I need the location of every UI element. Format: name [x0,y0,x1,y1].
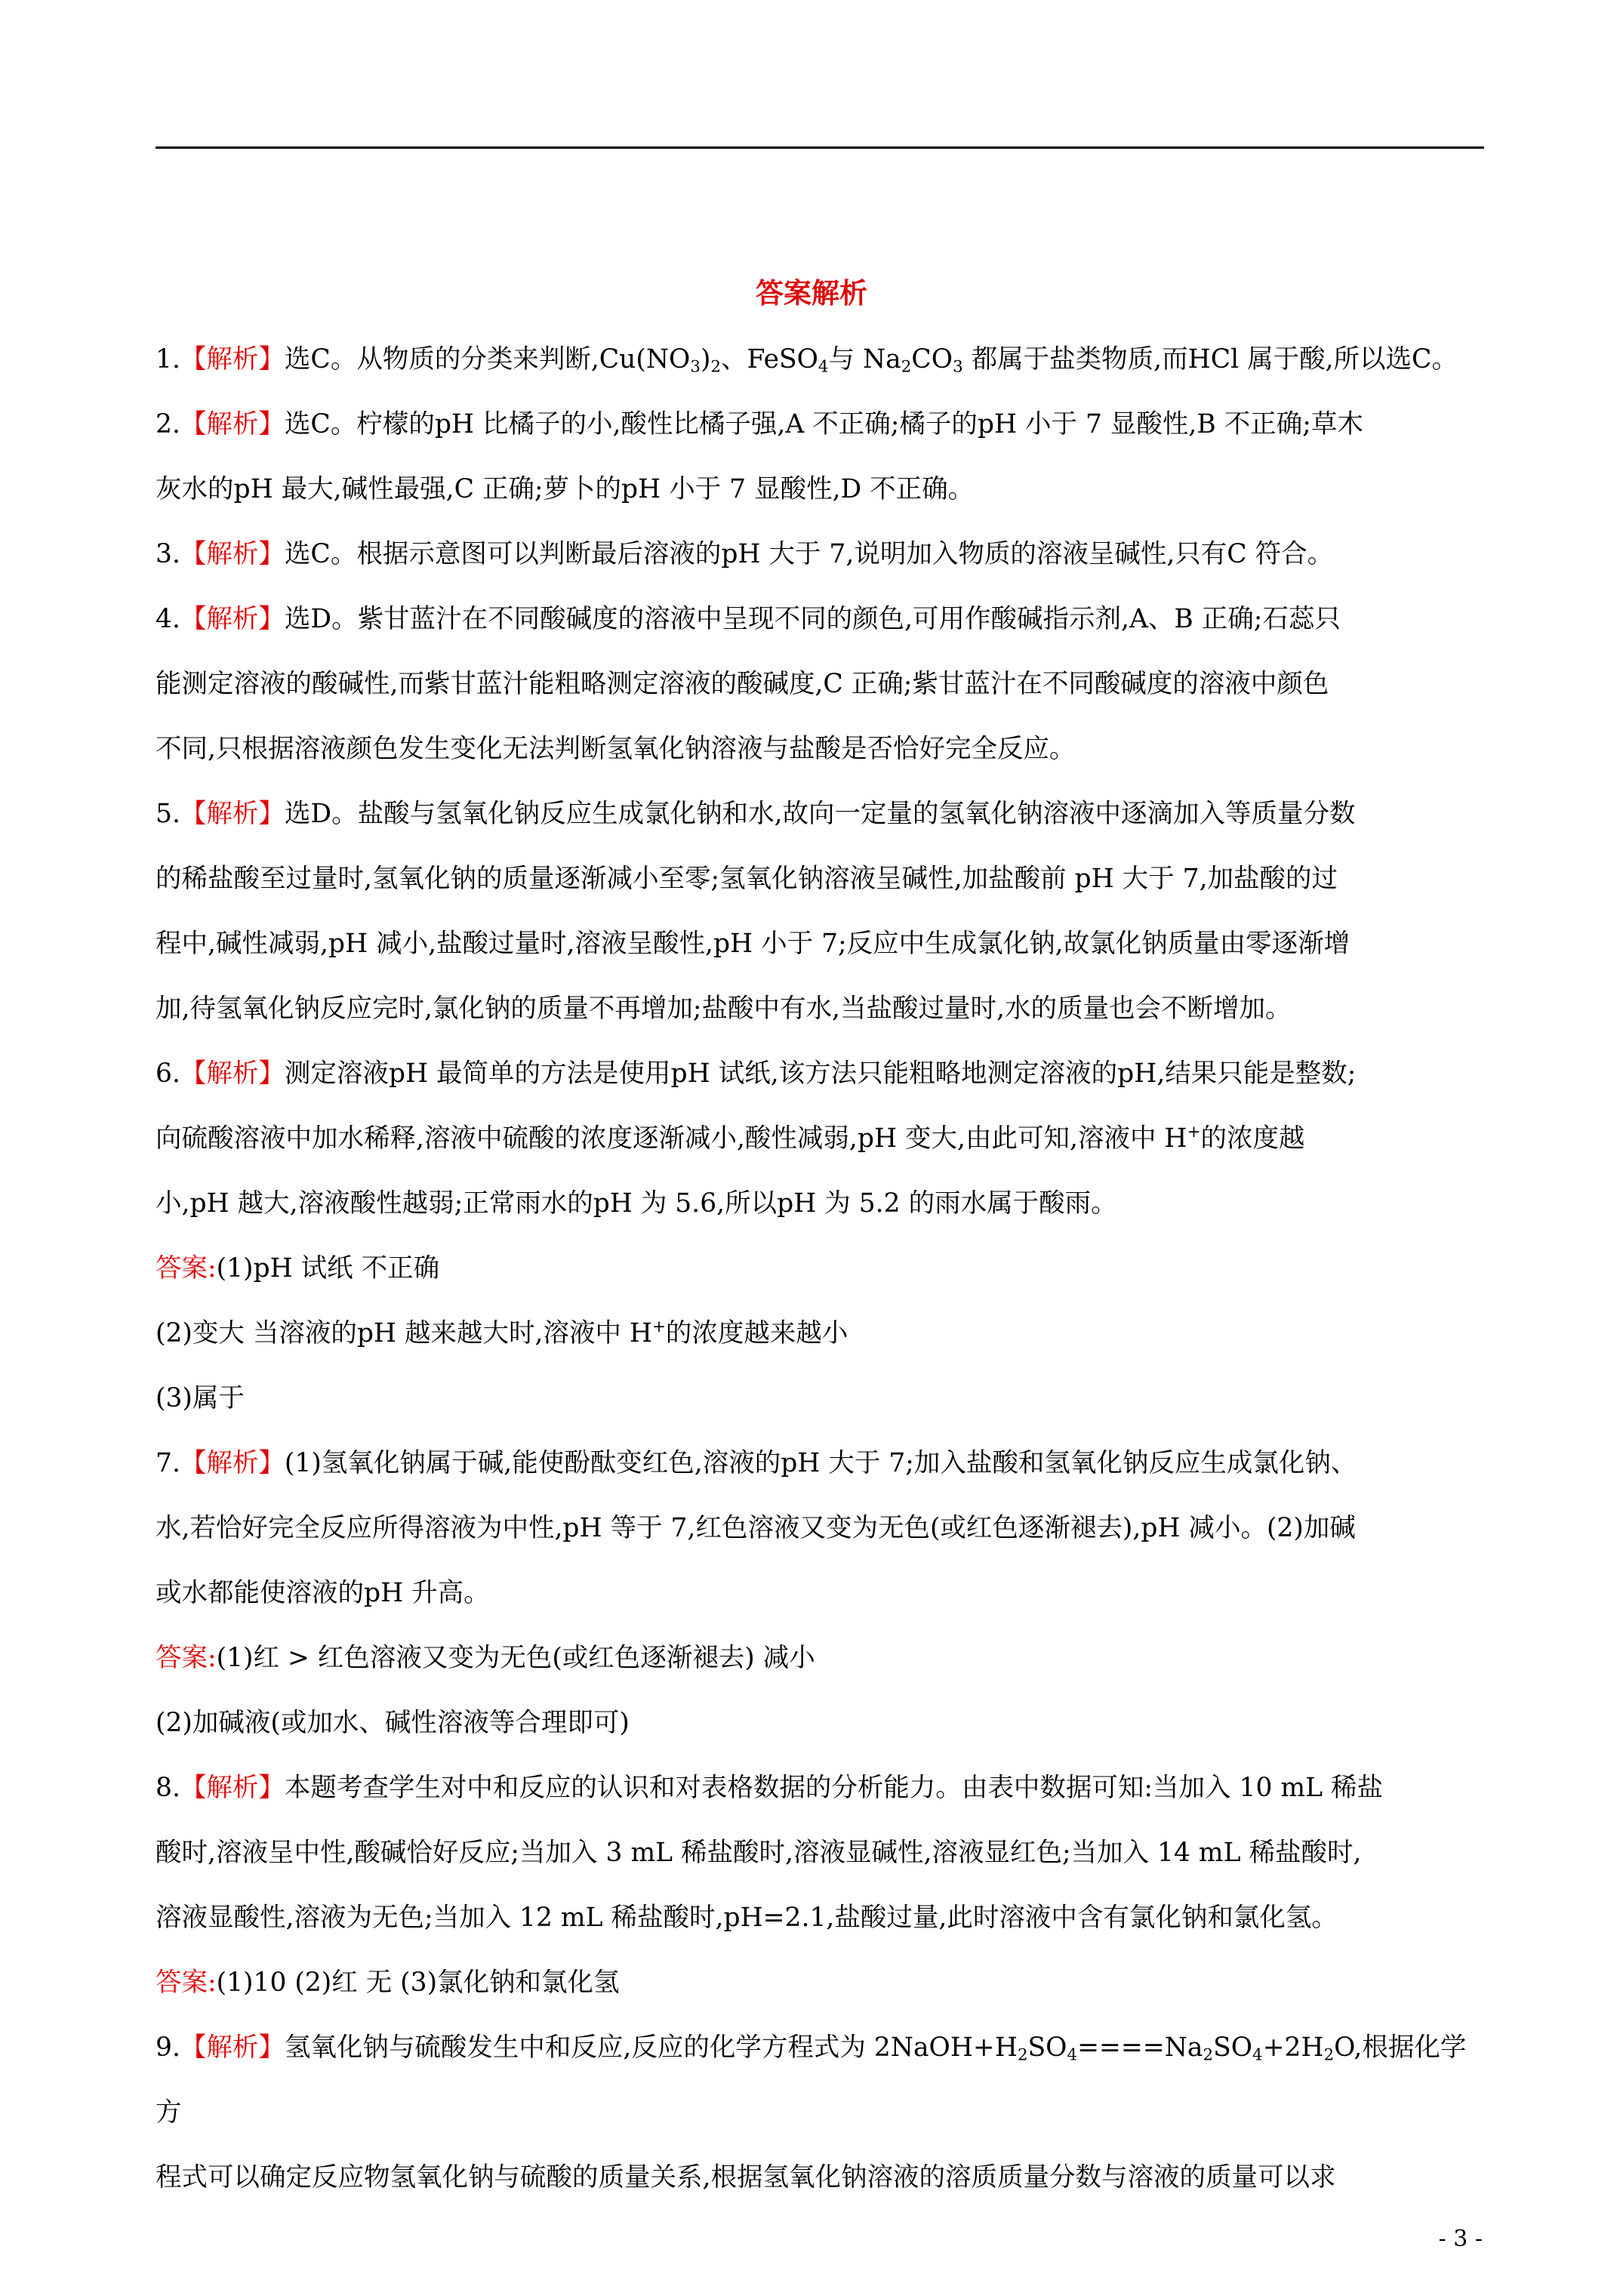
text-run: SO [1027,2032,1067,2063]
text-run: + [652,1318,666,1337]
header-rule [156,146,1484,149]
text-run: (2)变大 当溶液的pH 越来越大时,溶液中 H [156,1318,652,1348]
text-run: 4 [818,357,829,377]
text-run: 程式可以确定反应物氢氧化钠与硫酸的质量关系,根据氢氧化钠溶液的溶质质量分数与溶液的质量可以求 [156,2162,1336,2193]
page-number: - 3 - [1438,2226,1483,2252]
answer-item [156,2015,1484,2210]
label-highlight: 【解析】 [180,344,285,374]
text-run: 选D。盐酸与氢氧化钠反应生成氯化钠和水,故向一定量的氢氧化钠溶液中逐滴加入等质量分数 [284,799,1356,829]
text-run: CO [911,344,953,374]
label-highlight: 【解析】 [180,799,285,829]
label-highlight: 【解析】 [180,2032,285,2063]
label-highlight: 【解析】 [180,604,285,634]
text-run: 溶液显酸性,溶液为无色;当加入 12 mL 稀盐酸时,pH=2.1,盐酸过量,此时溶液中含有氯化钠和氯化氢。 [156,1903,1338,1933]
text-run: 酸时,溶液呈中性,酸碱恰好反应;当加入 3 mL 稀盐酸时,溶液显碱性,溶液显红色;当加入 14 mL 稀盐酸时, [156,1838,1362,1868]
item-number: 4. [156,604,180,634]
text-run: 2 [901,357,912,377]
text-run: 测定溶液pH 最简单的方法是使用pH 试纸,该方法只能粗略地测定溶液的pH,结果只能是整数; [284,1059,1357,1089]
text-run: 与 Na [828,344,901,374]
text-run: (1)10 (2)红 无 (3)氯化钠和氯化氢 [216,1968,620,1998]
item-number: 2. [156,409,180,439]
text-run: ====Na [1077,2032,1203,2063]
text-run: 或水都能使溶液的pH 升高。 [156,1578,490,1608]
text-run: 2 [1017,2045,1028,2065]
answer-item [156,1626,1484,1690]
answer-item [156,1690,1484,1755]
text-run: 本题考查学生对中和反应的认识和对表格数据的分析能力。由表中数据可知:当加入 10 mL 稀盐 [284,1773,1383,1803]
item-number: 5. [156,799,180,829]
item-number: 8. [156,1773,180,1803]
text-run: 都属于盐类物质,而HCl 属于酸,所以选C。 [962,344,1458,374]
text-run: 2 [710,357,722,377]
text-run: 选C。根据示意图可以判断最后溶液的pH 大于 7,说明加入物质的溶液呈碱性,只有C 符合。 [284,539,1334,569]
text-run: 小,pH 越大,溶液酸性越弱;正常雨水的pH 为 5.6,所以pH 为 5.2 的雨水属于酸雨。 [156,1188,1117,1219]
answer-item [156,1366,1484,1431]
text-run: (1)红 > 红色溶液又变为无色(或红色逐渐褪去) 减小 [216,1643,815,1673]
item-number: 7. [156,1448,180,1478]
text-run: 不同,只根据溶液颜色发生变化无法判断氢氧化钠溶液与盐酸是否恰好完全反应。 [156,734,1076,764]
label-highlight: 答案: [156,1253,217,1284]
page-title: 答案解析 [756,276,867,310]
text-run: 氢氧化钠与硫酸发生中和反应,反应的化学方程式为 2NaOH+H [284,2032,1018,2063]
text-run: (3)属于 [156,1383,245,1413]
answer-item [156,522,1484,587]
text-run: (2)加碱液(或加水、碱性溶液等合理即可) [156,1708,630,1738]
text-run: (1)氢氧化钠属于碱,能使酚酞变红色,溶液的pH 大于 7;加入盐酸和氢氧化钠反应生成氯化钠、 [284,1448,1357,1478]
item-number: 1. [156,344,180,374]
text-run: 向硫酸溶液中加水稀释,溶液中硫酸的浓度逐渐减小,酸性减弱,pH 变大,由此可知,溶液中 H [156,1123,1187,1154]
label-highlight: 答案: [156,1968,217,1998]
text-run: + [1187,1123,1201,1142]
answer-item [156,1431,1484,1626]
text-run: (1)pH 试纸 不正确 [216,1253,440,1284]
text-run: 2 [1323,2045,1335,2065]
label-highlight: 答案: [156,1643,217,1673]
label-highlight: 【解析】 [180,1059,285,1089]
text-run: 4 [1067,2045,1078,2065]
text-run: 3 [953,357,963,377]
text-run: +2H [1262,2032,1324,2063]
text-run: 选C。柠檬的pH 比橘子的小,酸性比橘子强,A 不正确;橘子的pH 小于 7 显酸性,B 不正确;草木 [284,409,1363,439]
label-highlight: 【解析】 [180,1773,285,1803]
item-number: 3. [156,539,180,569]
answer-item [156,1236,1484,1301]
item-number: 6. [156,1059,180,1089]
answer-item [156,1950,1484,2015]
text-run: 选D。紫甘蓝汁在不同酸碱度的溶液中呈现不同的颜色,可用作酸碱指示剂,A、B 正确;石蕊只 [284,604,1341,634]
answer-item [156,392,1484,522]
text-run: 加,待氢氧化钠反应完时,氯化钠的质量不再增加;盐酸中有水,当盐酸过量时,水的质量也会不断增加。 [156,994,1292,1024]
item-number: 9. [156,2032,180,2063]
answer-item [156,1041,1484,1236]
answer-item [156,781,1484,1041]
answer-item [156,1301,1484,1366]
text-run: 2 [1203,2045,1214,2065]
text-run: O,根据化学方 [156,2032,1467,2128]
answer-content [156,327,1484,2210]
text-run: ) [700,344,711,374]
text-run: 选C。从物质的分类来判断,Cu(NO [284,344,691,374]
label-highlight: 【解析】 [180,539,285,569]
text-run: 的稀盐酸至过量时,氢氧化钠的质量逐渐减小至零;氢氧化钠溶液呈碱性,加盐酸前 pH 大于 7,加盐酸的过 [156,864,1338,894]
text-run: 的浓度越 [1200,1123,1305,1154]
text-run: SO [1213,2032,1252,2063]
label-highlight: 【解析】 [180,409,285,439]
answer-item [156,587,1484,781]
text-run: 、FeSO [721,344,818,374]
answer-item [156,327,1484,392]
text-run: 的浓度越来越小 [665,1318,848,1348]
text-run: 3 [690,357,701,377]
text-run: 灰水的pH 最大,碱性最强,C 正确;萝卜的pH 小于 7 显酸性,D 不正确。 [156,474,975,504]
label-highlight: 【解析】 [180,1448,285,1478]
text-run: 水,若恰好完全反应所得溶液为中性,pH 等于 7,红色溶液又变为无色(或红色逐渐褪去),pH 减小。(2)加碱 [156,1513,1356,1543]
answer-item [156,1755,1484,1950]
text-run: 4 [1252,2045,1263,2065]
text-run: 能测定溶液的酸碱性,而紫甘蓝汁能粗略测定溶液的酸碱度,C 正确;紫甘蓝汁在不同酸碱度的溶液中颜色 [156,669,1329,699]
text-run: 程中,碱性减弱,pH 减小,盐酸过量时,溶液呈酸性,pH 小于 7;反应中生成氯化钠,故氯化钠质量由零逐渐增 [156,929,1350,959]
